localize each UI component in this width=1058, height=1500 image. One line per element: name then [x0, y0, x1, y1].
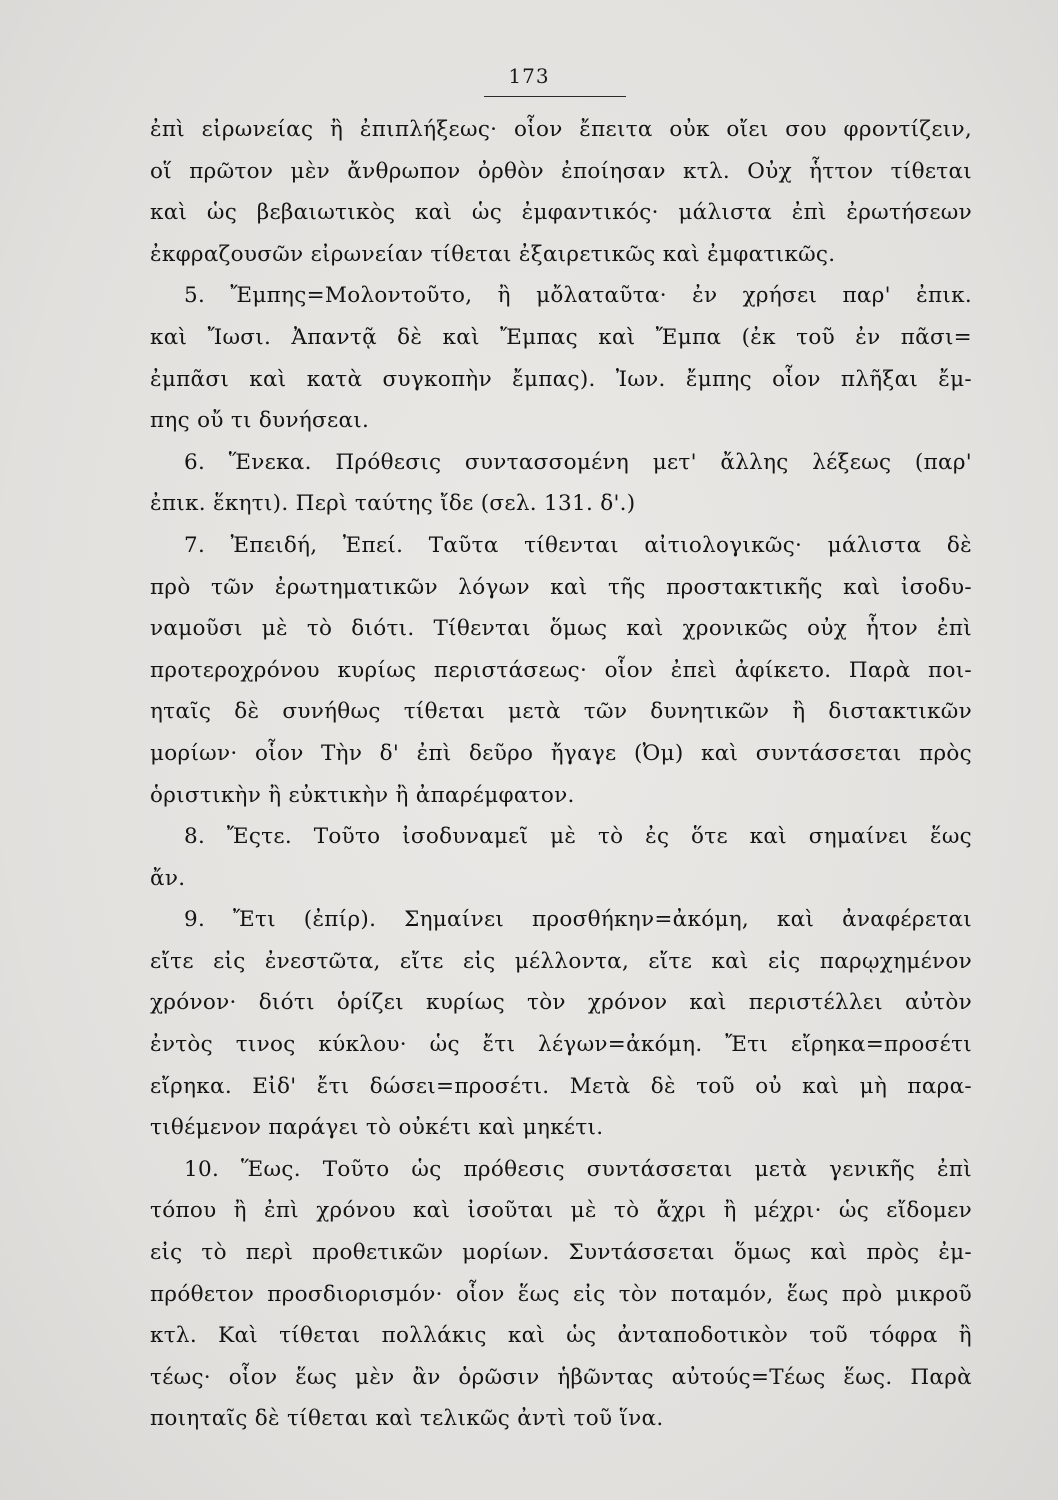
- text-line: τέως· οἷον ἕως μὲν ἂν ὁρῶσιν ἡβῶντας αὐτούς=Τέως ἕως. Παρὰ: [150, 1364, 972, 1390]
- text-line: ἄν.: [150, 865, 186, 891]
- text-line: ἐπὶ εἰρωνείας ἢ ἐπιπλήξεως· οἷον ἔπειτα οὐκ οἴει σου φροντίζειν,: [150, 117, 972, 142]
- page-number: 173: [508, 64, 550, 88]
- text-line: κτλ. Καὶ τίθεται πολλάκις καὶ ὡς ἀνταποδοτικὸν τοῦ τόφρα ἢ: [150, 1323, 972, 1349]
- text-line: καὶ Ἴωσι. Ἀπαντᾷ δὲ καὶ Ἔμπας καὶ Ἔμπα (ἐκ τοῦ ἐν πᾶσι=: [150, 324, 972, 350]
- text-line: ἐμπᾶσι καὶ κατὰ συγκοπὴν ἔμπας). Ἰων. ἔμπης οἷον πλῆξαι ἔμ-: [150, 366, 972, 392]
- text-line: πρόθετον προσδιορισμόν· οἷον ἕως εἰς τὸν ποταμόν, ἕως πρὸ μικροῦ: [150, 1281, 972, 1307]
- text-line: ὁριστικὴν ἢ εὐκτικὴν ἢ ἀπαρέμφατον.: [150, 782, 575, 808]
- text-line: εἴρηκα. Εἰδ' ἔτι δώσει=προσέτι. Μετὰ δὲ τοῦ οὐ καὶ μὴ παρα-: [150, 1073, 972, 1099]
- text-line: 10. Ἕως. Τοῦτο ὡς πρόθεσις συντάσσεται μετὰ γενικῆς ἐπὶ: [184, 1156, 972, 1182]
- text-line: τόπου ἢ ἐπὶ χρόνου καὶ ἰσοῦται μὲ τὸ ἄχρι ἢ μέχρι· ὡς εἴδομεν: [150, 1198, 972, 1224]
- header-rule: [484, 96, 626, 97]
- text-line: εἴτε εἰς ἐνεστῶτα, εἴτε εἰς μέλλοντα, εἴτε καὶ εἰς παρῳχημένον: [150, 948, 972, 974]
- body-text: [150, 109, 972, 1440]
- text-line: ἐκφραζουσῶν εἰρωνείαν τίθεται ἐξαιρετικῶς καὶ ἐμφατικῶς.: [150, 241, 836, 267]
- text-line: ἐπικ. ἕκητι). Περὶ ταύτης ἴδε (σελ. 131. δ'.): [150, 491, 636, 517]
- text-line: εἰς τὸ περὶ προθετικῶν μορίων. Συντάσσεται ὅμως καὶ πρὸς ἐμ-: [150, 1240, 972, 1266]
- text-line: ναμοῦσι μὲ τὸ διότι. Τίθενται ὅμως καὶ χρονικῶς οὐχ ἧτον ἐπὶ: [150, 616, 972, 642]
- text-line: χρόνον· διότι ὁρίζει κυρίως τὸν χρόνον καὶ περιστέλλει αὐτὸν: [150, 990, 972, 1016]
- text-line: καὶ ὡς βεβαιωτικὸς καὶ ὡς ἐμφαντικός· μάλιστα ἐπὶ ἐρωτήσεων: [150, 200, 972, 226]
- text-line: μορίων· οἷον Τὴν δ' ἐπὶ δεῦρο ἤγαγε (Ὀμ) καὶ συντάσσεται πρὸς: [150, 740, 972, 766]
- text-line: 9. Ἔτι (ἐπίρ). Σημαίνει προσθήκην=ἀκόμη, καὶ ἀναφέρεται: [184, 907, 972, 933]
- text-line: οἵ πρῶτον μὲν ἄνθρωπον ὀρθὸν ἐποίησαν κτλ. Οὐχ ἧττον τίθεται: [150, 158, 972, 184]
- text-line: πρὸ τῶν ἐρωτηματικῶν λόγων καὶ τῆς προστακτικῆς καὶ ἰσοδυ-: [150, 574, 972, 600]
- text-line: 8. Ἔςτε. Τοῦτο ἰσοδυναμεῖ μὲ τὸ ἐς ὅτε καὶ σημαίνει ἕως: [184, 824, 972, 850]
- text-line: ποιηταῖς δὲ τίθεται καὶ τελικῶς ἀντὶ τοῦ ἵνα.: [150, 1406, 664, 1432]
- text-line: προτεροχρόνου κυρίως περιστάσεως· οἷον ἐπεὶ ἀφίκετο. Παρὰ ποι-: [150, 657, 972, 683]
- text-line: ἐντὸς τινος κύκλου· ὡς ἔτι λέγων=ἀκόμη. Ἔτι εἴρηκα=προσέτι: [150, 1032, 972, 1058]
- text-line: 7. Ἐπειδή, Ἐπεί. Ταῦτα τίθενται αἰτιολογικῶς· μάλιστα δὲ: [184, 532, 972, 558]
- text-line: 5. Ἔμπης=Μολοντοῦτο, ἢ μὄλαταῦτα· ἐν χρήσει παρ' ἐπικ.: [184, 283, 972, 309]
- text-line: 6. Ἕνεκα. Πρόθεσις συντασσομένη μετ' ἄλλης λέξεως (παρ': [184, 449, 972, 475]
- text-line: ηταῖς δὲ συνήθως τίθεται μετὰ τῶν δυνητικῶν ἢ διστακτικῶν: [150, 699, 972, 725]
- text-line: τιθέμενον παράγει τὸ οὐκέτι καὶ μηκέτι.: [150, 1115, 604, 1141]
- text-line: πης οὔ τι δυνήσεαι.: [150, 408, 370, 434]
